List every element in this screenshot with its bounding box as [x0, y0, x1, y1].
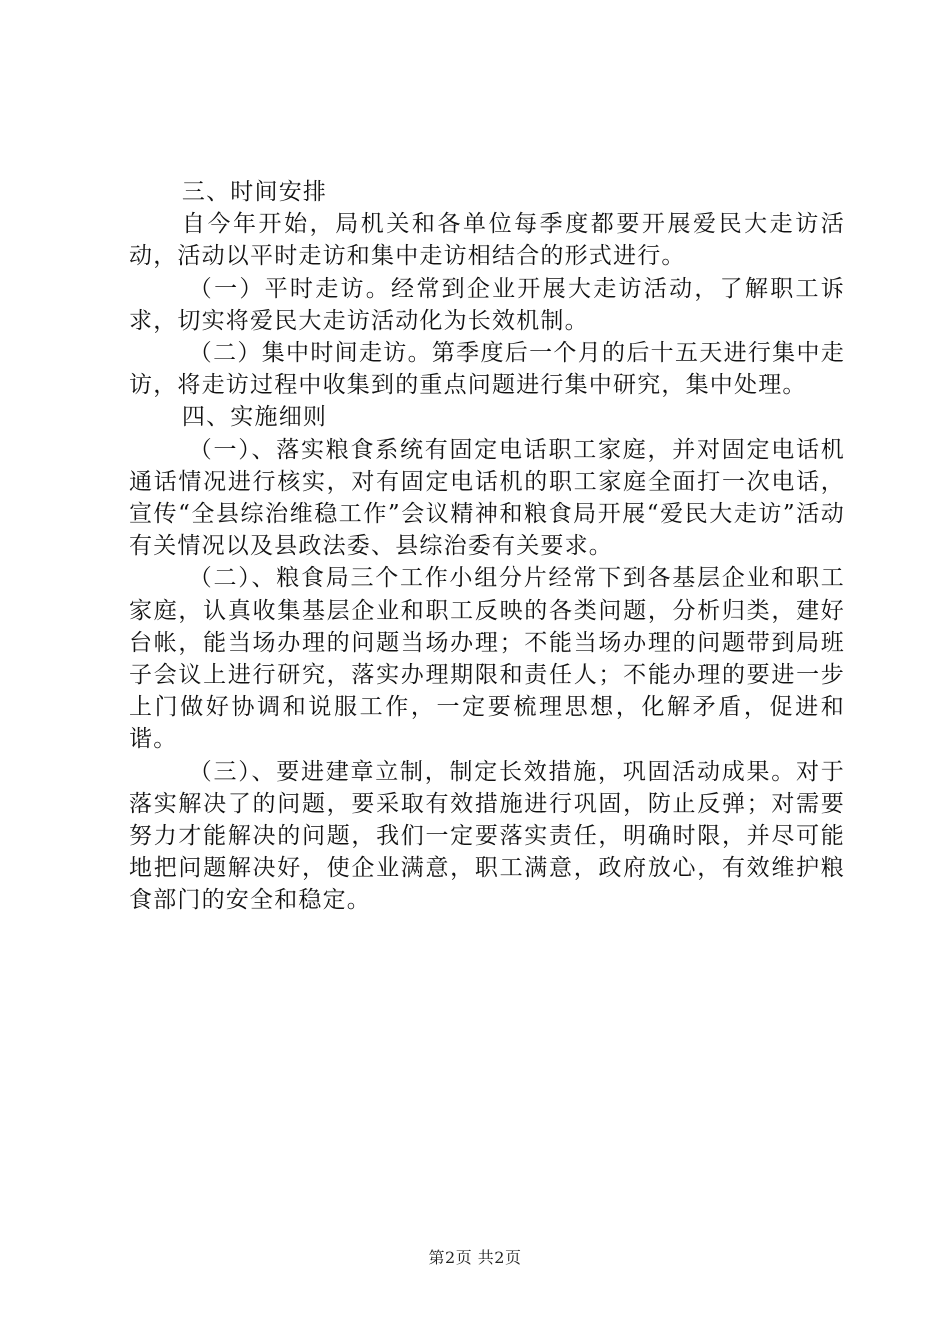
page-number-footer: 第2页 共2页 [428, 1248, 522, 1267]
document-body [129, 176, 845, 917]
section-heading-schedule: 三、时间安排 [181, 179, 328, 205]
section-heading-implementation: 四、实施细则 [181, 404, 328, 431]
paragraph-implementation-1: （一）、落实粮食系统有固定电话职工家庭，并对固定电话机通话情况进行核实，对有固定电话机的职工家庭全面打一次电话，宣传“全县综治维稳工作”会议精神和粮食局开展“爱民大走访”活动有关情况以及县政法委、县综治委有关要求。 [129, 436, 845, 560]
paragraph-focused-visits: （二）集中时间走访。第季度后一个月的后十五天进行集中走访，将走访过程中收集到的重点问题进行集中研究，集中处理。 [129, 340, 845, 399]
paragraph-schedule-intro: 自今年开始，局机关和各单位每季度都要开展爱民大走访活动，活动以平时走访和集中走访相结合的形式进行。 [129, 211, 845, 270]
paragraph-implementation-2: （二）、粮食局三个工作小组分片经常下到各基层企业和职工家庭，认真收集基层企业和职工反映的各类问题，分析归类，建好台帐，能当场办理的问题当场办理；不能当场办理的问题带到局班子会议上进行研究，落实办理期限和责任人；不能办理的要进一步上门做好协调和说服工作，一定要梳理思想，化解矛盾，促进和谐。 [129, 565, 845, 753]
paragraph-regular-visits: （一）平时走访。经常到企业开展大走访活动，了解职工诉求，切实将爱民大走访活动化为长效机制。 [129, 275, 845, 334]
paragraph-implementation-3: （三）、要进建章立制，制定长效措施，巩固活动成果。对于落实解决了的问题，要采取有效措施进行巩固，防止反弹；对需要努力才能解决的问题，我们一定要落实责任，明确时限，并尽可能地把问题解决好，使企业满意，职工满意，政府放心，有效维护粮食部门的安全和稳定。 [129, 758, 845, 914]
